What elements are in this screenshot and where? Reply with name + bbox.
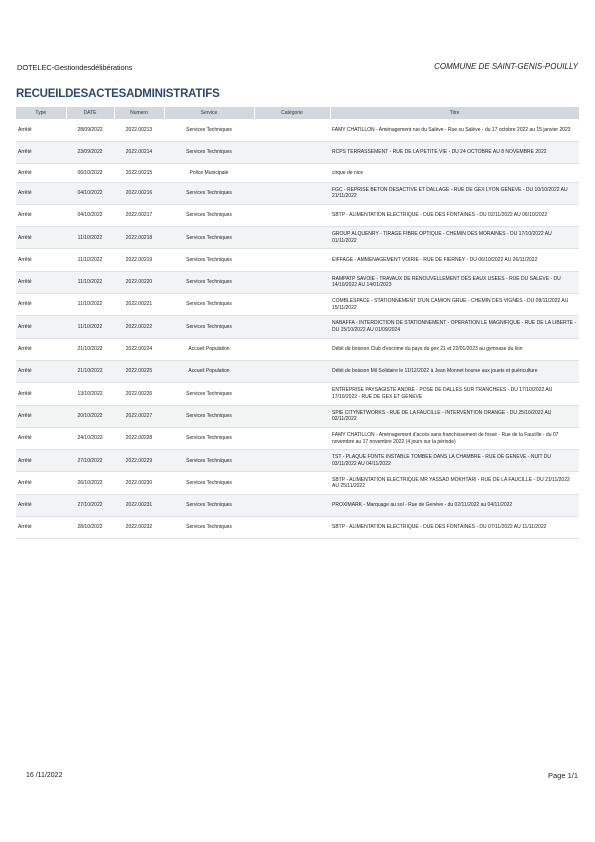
cell-number: 2022.00231	[114, 494, 164, 516]
cell-service: Services Techniques	[164, 405, 254, 427]
cell-type: Arrêté	[16, 450, 66, 472]
cell-type: Arrêté	[16, 182, 66, 204]
cell-type: Arrêté	[16, 338, 66, 360]
table-row	[16, 472, 579, 494]
cell-title: SBTP - ALIMENTATION ELECTRIQUE - DUE DES FONTAINES - DU 02/11/2022 AU 06/10/2022	[330, 204, 579, 226]
cell-type: Arrêté	[16, 383, 66, 405]
cell-title: GROUP ALQUENRY - TIRAGE FIBRE OPTIQUE - CHEMIN DES MORAINES - DU 17/10/2022 AU 01/11/2022	[330, 227, 579, 249]
cell-date: 11/10/2022	[66, 249, 114, 271]
cell-service: Services Techniques	[164, 517, 254, 539]
acts-table	[16, 107, 580, 539]
cell-title: Débit de boisson Mil Solidaire le 11/12/2022 à Jean Monnet bourse aux jouets et puériculture	[330, 360, 579, 382]
cell-category	[254, 271, 330, 293]
cell-type: Arrêté	[16, 249, 66, 271]
cell-category	[254, 141, 330, 163]
column-header-date: DATE	[66, 107, 114, 119]
cell-type: Arrêté	[16, 472, 66, 494]
cell-title: NABAFFA - INTERDICTION DE STATIONNEMENT - OPERATION LE MAGNIFIQUE - RUE DE LA LIBERTE - DU 15/10/2022 AU 01/09/2024	[330, 316, 579, 338]
cell-service: Services Techniques	[164, 472, 254, 494]
cell-service: Services Techniques	[164, 182, 254, 204]
cell-category	[254, 405, 330, 427]
cell-category	[254, 517, 330, 539]
cell-date: 21/10/2022	[66, 338, 114, 360]
cell-number: 2022.00232	[114, 517, 164, 539]
cell-date: 28/09/2022	[66, 119, 114, 141]
cell-category	[254, 472, 330, 494]
table-row	[16, 405, 579, 427]
table-row	[16, 494, 579, 516]
cell-date: 20/10/2022	[66, 405, 114, 427]
cell-type: Arrêté	[16, 164, 66, 183]
cell-date: 27/10/2022	[66, 450, 114, 472]
cell-number: 2022.00225	[114, 360, 164, 382]
document-title: RECUEILDESACTESADMINISTRATIFS	[16, 88, 220, 100]
column-header-type: Type	[16, 107, 66, 119]
cell-category	[254, 316, 330, 338]
cell-date: 11/10/2022	[66, 271, 114, 293]
cell-number: 2022.00222	[114, 316, 164, 338]
cell-number: 2022.00213	[114, 119, 164, 141]
cell-category	[254, 119, 330, 141]
cell-category	[254, 383, 330, 405]
table-row	[16, 427, 579, 449]
cell-number: 2022.00220	[114, 271, 164, 293]
cell-date: 23/09/2022	[66, 141, 114, 163]
cell-service: Services Techniques	[164, 427, 254, 449]
cell-service: Services Techniques	[164, 271, 254, 293]
cell-type: Arrêté	[16, 271, 66, 293]
cell-type: Arrêté	[16, 360, 66, 382]
cell-date: 26/10/2022	[66, 472, 114, 494]
cell-title: cirque de nice	[330, 164, 579, 183]
table-row	[16, 204, 579, 226]
cell-type: Arrêté	[16, 405, 66, 427]
cell-type: Arrêté	[16, 119, 66, 141]
cell-type: Arrêté	[16, 427, 66, 449]
table-row	[16, 249, 579, 271]
cell-number: 2022.00215	[114, 164, 164, 183]
cell-date: 04/10/2022	[66, 182, 114, 204]
cell-title: SBTP - ALIMENTATION ELECTRIQUE - DUE DES FONTAINES - DU 07/11/2022 AU 11/11/2022	[330, 517, 579, 539]
cell-type: Arrêté	[16, 294, 66, 316]
table-row	[16, 182, 579, 204]
cell-type: Arrêté	[16, 204, 66, 226]
table-body	[16, 119, 579, 539]
cell-number: 2022.00226	[114, 383, 164, 405]
cell-service: Services Techniques	[164, 141, 254, 163]
cell-service: Services Techniques	[164, 450, 254, 472]
cell-category	[254, 204, 330, 226]
header-row	[16, 107, 579, 119]
cell-date: 04/10/2022	[66, 204, 114, 226]
column-header-service: Service	[164, 107, 254, 119]
cell-category	[254, 227, 330, 249]
table-row	[16, 294, 579, 316]
cell-category	[254, 294, 330, 316]
cell-type: Arrêté	[16, 227, 66, 249]
cell-category	[254, 164, 330, 183]
cell-title: RAMPATP SAVOIE - TRAVAUX DE RENOUVELLEMENT DES EAUX USEES - RUE DU SALEVE - DU 14/10/2022 AU 14/01/2023	[330, 271, 579, 293]
cell-service: Police Municipale	[164, 164, 254, 183]
cell-service: Services Techniques	[164, 383, 254, 405]
cell-date: 13/10/2022	[66, 383, 114, 405]
commune-name: COMMUNE DE SAINT-GENIS-POUILLY	[434, 62, 578, 71]
table-row	[16, 271, 579, 293]
cell-date: 27/10/2022	[66, 494, 114, 516]
cell-title: Débit de boisson Club d'escrime du pays du gex 21 et 22/01/2023 au gymnase du lion	[330, 338, 579, 360]
cell-service: Services Techniques	[164, 294, 254, 316]
page-number: Page 1/1	[547, 771, 578, 780]
cell-date: 21/10/2022	[66, 360, 114, 382]
cell-title: SBTP - ALIMENTATION ELECTRIQUE MR YASSAD MOKHTARI - RUE DE LA FAUCILLE - DU 21/11/2022 AU 25/11/2022	[330, 472, 579, 494]
cell-title: PROXIMARK - Marquage au sol - Rue de Genève - du 02/11/2022 au 04/11/2022	[330, 494, 579, 516]
table-row	[16, 227, 579, 249]
cell-date: 11/10/2022	[66, 316, 114, 338]
cell-service: Accueil Population	[164, 360, 254, 382]
cell-date: 24/10/2022	[66, 427, 114, 449]
cell-category	[254, 249, 330, 271]
column-header-category: Catégorie	[254, 107, 330, 119]
cell-title: ENTREPRISE PAYSAGISTE ANDRE - POSE DE DALLES SUR TRANCHEES - DU 17/10/2022 AU 17/10/2022 - RUE DE GEX ET GENEVE	[330, 383, 579, 405]
cell-category	[254, 182, 330, 204]
cell-number: 2022.00227	[114, 405, 164, 427]
cell-title: SPIE CITYNETWORKS - RUE DE LA FAUCILLE - INTERVENTION ORANGE - DU 25/10/2022 AU 02/11/2022	[330, 405, 579, 427]
cell-number: 2022.00230	[114, 472, 164, 494]
cell-date: 28/10/2022	[66, 517, 114, 539]
table-row	[16, 360, 579, 382]
cell-number: 2022.00219	[114, 249, 164, 271]
cell-number: 2022.00229	[114, 450, 164, 472]
cell-service: Services Techniques	[164, 204, 254, 226]
cell-service: Accueil Population	[164, 338, 254, 360]
table-row	[16, 383, 579, 405]
cell-service: Services Techniques	[164, 227, 254, 249]
cell-service: Services Techniques	[164, 316, 254, 338]
cell-number: 2022.00217	[114, 204, 164, 226]
cell-number: 2022.00216	[114, 182, 164, 204]
table-row	[16, 316, 579, 338]
cell-category	[254, 450, 330, 472]
cell-category	[254, 427, 330, 449]
footer-date: 16 /11/2022	[26, 772, 63, 779]
table-row	[16, 517, 579, 539]
cell-title: FAMY CHATILLON - Aménagement rue du Salève - Rue su Salève - du 17 octobre 2022 au 15 janvier 2023	[330, 119, 579, 141]
cell-type: Arrêté	[16, 517, 66, 539]
cell-number: 2022.00228	[114, 427, 164, 449]
cell-category	[254, 338, 330, 360]
cell-number: 2022.00221	[114, 294, 164, 316]
cell-date: 11/10/2022	[66, 227, 114, 249]
cell-service: Services Techniques	[164, 119, 254, 141]
table-row	[16, 141, 579, 163]
cell-service: Services Techniques	[164, 249, 254, 271]
cell-category	[254, 494, 330, 516]
cell-number: 2022.00214	[114, 141, 164, 163]
cell-title: FAMY CHATILLON - Aménagement d'accès sans franchissement de fossé - Rue de la Faucille - du 07 novembre au 17 novembre 2022 (4 jours sur la période)	[330, 427, 579, 449]
cell-date: 06/10/2022	[66, 164, 114, 183]
cell-title: FGC - REPRISE BETON DESACTIVE ET DALLAGE - RUE DE GEX LYON GENEVE - DU 10/10/2022 AU 21/11/2022	[330, 182, 579, 204]
column-header-number: Numero	[114, 107, 164, 119]
table-row	[16, 450, 579, 472]
cell-title: TST - PLAQUE FONTE INSTABLE TOMBEE DANS LA CHAMBRE - RUE DE GENEVE - NUIT DU 03/11/2022 AU 04/11/2022	[330, 450, 579, 472]
table-row	[16, 338, 579, 360]
cell-number: 2022.00224	[114, 338, 164, 360]
cell-number: 2022.00218	[114, 227, 164, 249]
table-row	[16, 164, 579, 183]
cell-service: Services Techniques	[164, 494, 254, 516]
table-header	[16, 107, 579, 119]
cell-title: EIFFAGE - AMMENAGEMENT VOIRIE - RUE DE FIERNEY - DU 06/10/2022 AU 26/11/2022	[330, 249, 579, 271]
table-row	[16, 119, 579, 141]
cell-title: RCPS TERRASSEMENT - RUE DE LA PETITE VIE - DU 24 OCTOBRE AU 8 NOVEMBRE 2022	[330, 141, 579, 163]
column-header-title: Titre	[330, 107, 579, 119]
cell-type: Arrêté	[16, 494, 66, 516]
cell-category	[254, 360, 330, 382]
app-name: DOTELEC-Gestiondesdélibérations	[17, 63, 133, 72]
cell-type: Arrêté	[16, 141, 66, 163]
cell-title: COMBLESPACE - STATIONNEMENT D'UN CAMION GRUE - CHEMIN DES VIGNES - DU 08/11/2022 AU 15/11/2022	[330, 294, 579, 316]
cell-date: 11/10/2022	[66, 294, 114, 316]
cell-type: Arrêté	[16, 316, 66, 338]
